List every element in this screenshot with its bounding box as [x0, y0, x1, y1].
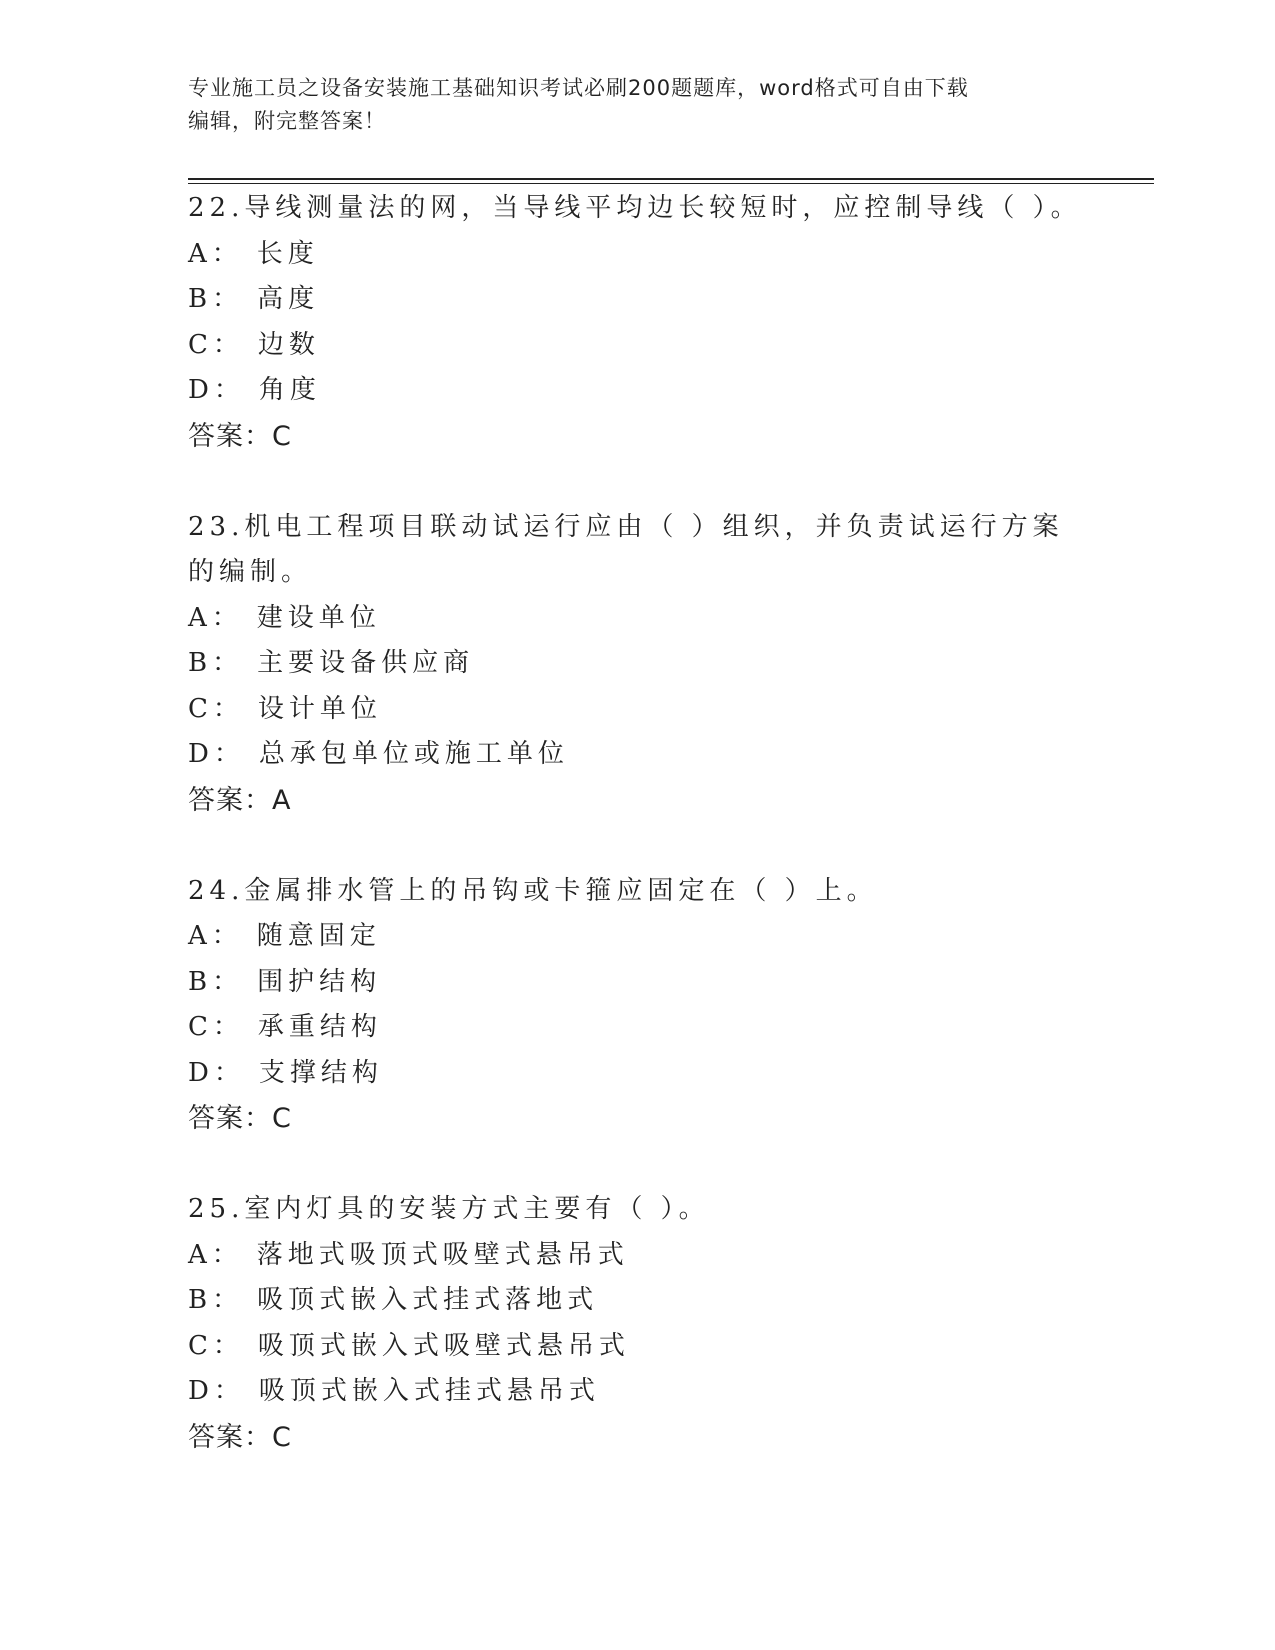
- option-text: 承重结构: [257, 1012, 382, 1042]
- option-a: [188, 596, 1088, 642]
- option-label: A：: [188, 238, 243, 269]
- header-line-1: 专业施工员之设备安装施工基础知识考试必刷200题题库，word格式可自由下载: [188, 76, 969, 100]
- option-text: 支撑结构: [258, 1057, 383, 1088]
- option-d: [188, 368, 1088, 414]
- option-label: B：: [188, 648, 244, 678]
- answer-line: 答案：C: [188, 1421, 292, 1453]
- option-c: [188, 687, 1088, 733]
- option-text: 吸顶式嵌入式挂式落地式: [257, 1285, 599, 1315]
- option-label: B：: [188, 966, 244, 997]
- option-c: [188, 1005, 1088, 1051]
- option-label: A：: [188, 921, 243, 951]
- option-b: [188, 641, 1088, 687]
- option-label: D：: [188, 375, 245, 405]
- option-b: [188, 1278, 1088, 1324]
- answer-line: 答案：C: [188, 1103, 292, 1134]
- option-text: 随意固定: [256, 921, 381, 951]
- option-label: B：: [188, 284, 244, 314]
- option-label: D：: [188, 1376, 245, 1406]
- option-label: C：: [188, 1012, 244, 1042]
- option-text: 高度: [257, 284, 320, 314]
- option-c: [188, 323, 1088, 369]
- question-23: [188, 505, 1088, 824]
- option-text: 建设单位: [256, 602, 381, 633]
- question-list: [188, 186, 1088, 1506]
- option-text: 长度: [256, 238, 319, 269]
- option-text: 主要设备供应商: [257, 648, 475, 678]
- option-text: 围护结构: [257, 966, 382, 997]
- option-label: A：: [188, 1239, 243, 1270]
- option-label: A：: [188, 602, 243, 633]
- option-label: C：: [188, 693, 244, 724]
- question-25: [188, 1187, 1088, 1461]
- option-label: C：: [188, 329, 244, 360]
- option-label: D：: [188, 739, 245, 769]
- option-text: 落地式吸顶式吸壁式悬吊式: [256, 1239, 629, 1270]
- option-a: [188, 232, 1088, 278]
- option-label: D：: [188, 1057, 245, 1088]
- option-d: [188, 732, 1088, 778]
- answer-line: 答案：C: [188, 420, 292, 452]
- option-a: [188, 1233, 1088, 1279]
- question-stem: 24.金属排水管上的吊钩或卡箍应固定在（ ）上。: [188, 875, 878, 906]
- option-text: 吸顶式嵌入式挂式悬吊式: [258, 1376, 600, 1406]
- option-b: [188, 277, 1088, 323]
- option-text: 吸顶式嵌入式吸壁式悬吊式: [257, 1330, 630, 1361]
- answer-line: 答案：A: [188, 784, 292, 816]
- question-24: [188, 869, 1088, 1143]
- option-b: [188, 960, 1088, 1006]
- option-text: 总承包单位或施工单位: [258, 739, 569, 769]
- option-d: [188, 1369, 1088, 1415]
- option-text: 边数: [257, 329, 320, 360]
- question-stem: 25.室内灯具的安装方式主要有（ ）。: [188, 1194, 710, 1224]
- option-label: C：: [188, 1330, 244, 1361]
- option-d: [188, 1051, 1088, 1097]
- header-line-2: 编辑，附完整答案！: [188, 109, 386, 133]
- header-divider-thick: [188, 178, 1154, 180]
- question-stem: 22.导线测量法的网，当导线平均边长较短时，应控制导线（ ）。: [188, 193, 1082, 223]
- option-a: [188, 914, 1088, 960]
- option-text: 设计单位: [257, 693, 382, 724]
- question-22: [188, 186, 1088, 460]
- option-text: 角度: [258, 375, 321, 405]
- document-header: [188, 72, 1088, 138]
- question-stem: 23.机电工程项目联动试运行应由（ ）组织，并负责试运行方案的编制。: [188, 511, 1064, 587]
- header-divider-thin: [188, 183, 1154, 184]
- option-label: B：: [188, 1285, 244, 1315]
- option-c: [188, 1324, 1088, 1370]
